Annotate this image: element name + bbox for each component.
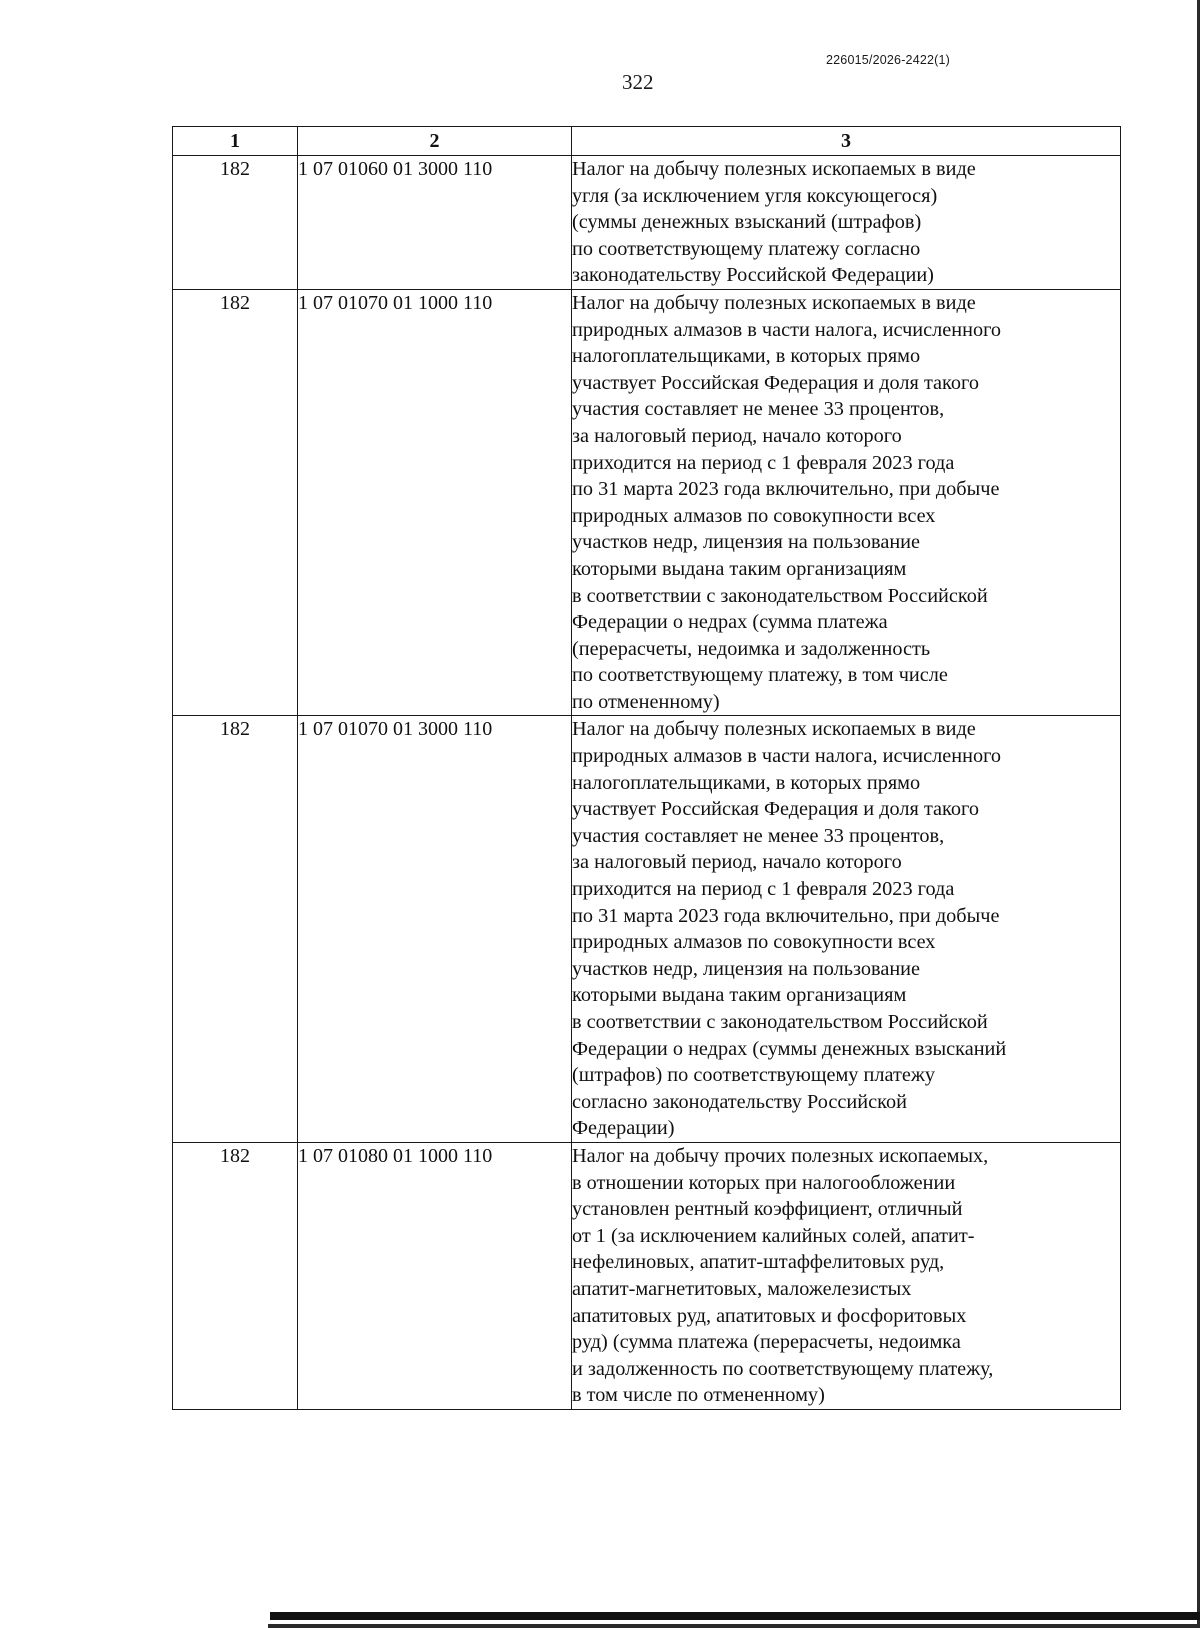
description-line: в соответствии с законодательством Российской <box>572 584 988 607</box>
description-line: участков недр, лицензия на пользование <box>572 957 921 980</box>
description-line: (штрафов) по соответствующему платежу <box>572 1064 935 1087</box>
description-line: за налоговый период, начало которого <box>572 851 902 874</box>
description-line: приходится на период с 1 февраля 2023 года <box>572 878 955 901</box>
description-line: участия составляет не менее 33 процентов, <box>572 824 945 847</box>
column-header: 1 <box>173 127 298 156</box>
table-header-row <box>173 127 1121 156</box>
budget-classification-code-cell: 1 07 01060 01 3000 110 <box>298 156 572 290</box>
administrator-code-cell: 182 <box>173 1142 298 1409</box>
description-line: согласно законодательству Российской <box>572 1090 907 1113</box>
administrator-code-cell: 182 <box>173 289 298 716</box>
administrator-code-cell: 182 <box>173 716 298 1143</box>
description-line: в отношении которых при налогообложении <box>572 1171 956 1194</box>
description-line: апатитовых руд, апатитовых и фосфоритовых <box>572 1304 967 1327</box>
description-line: участвует Российская Федерация и доля такого <box>572 371 979 394</box>
description-line: участия составляет не менее 33 процентов, <box>572 398 945 421</box>
description-line: налогоплательщиками, в которых прямо <box>572 345 921 368</box>
classification-table <box>172 126 1121 1410</box>
description-line: установлен рентный коэффициент, отличный <box>572 1198 963 1221</box>
description-line: за налоговый период, начало которого <box>572 424 902 447</box>
description-line: Федерации о недрах (сумма платежа <box>572 611 888 634</box>
table-row <box>173 289 1121 716</box>
description-line: руд) (сумма платежа (перерасчеты, недоимка <box>572 1331 961 1354</box>
table-row <box>173 1142 1121 1409</box>
description-cell <box>572 716 1121 1143</box>
description-line: которыми выдана таким организациям <box>572 557 907 580</box>
description-line: нефелиновых, апатит-штаффелитовых руд, <box>572 1251 945 1274</box>
description-line: по 31 марта 2023 года включительно, при добыче <box>572 904 1000 927</box>
description-line: которыми выдана таким организациям <box>572 984 907 1007</box>
scan-edge-bottom <box>270 1612 1200 1620</box>
description-line: природных алмазов в части налога, исчисленного <box>572 318 1002 341</box>
description-line: в соответствии с законодательством Российской <box>572 1011 988 1033</box>
description-line: (суммы денежных взысканий (штрафов) <box>572 211 922 234</box>
description-line: Налог на добычу полезных ископаемых в виде <box>572 718 976 741</box>
description-line: природных алмазов в части налога, исчисленного <box>572 745 1002 768</box>
description-line: (перерасчеты, недоимка и задолженность <box>572 637 931 660</box>
description-line: Федерации о недрах (суммы денежных взысканий <box>572 1037 1007 1060</box>
description-cell <box>572 156 1121 290</box>
administrator-code-cell: 182 <box>173 156 298 290</box>
description-line: налогоплательщиками, в которых прямо <box>572 771 921 794</box>
description-line: Федерации) <box>572 1117 675 1140</box>
table-row <box>173 716 1121 1143</box>
description-line: апатит-магнетитовых, маложелезистых <box>572 1277 912 1300</box>
description-line: Налог на добычу прочих полезных ископаемых, <box>572 1144 989 1167</box>
budget-classification-code-cell: 1 07 01080 01 1000 110 <box>298 1142 572 1409</box>
description-line: по отмененному) <box>572 690 720 713</box>
description-line: приходится на период с 1 февраля 2023 года <box>572 451 955 474</box>
description-line: по соответствующему платежу, в том числе <box>572 664 948 687</box>
description-line: законодательству Российской Федерации) <box>572 264 934 287</box>
table-row <box>173 156 1121 290</box>
description-line: в том числе по отмененному) <box>572 1384 825 1407</box>
description-line: природных алмазов по совокупности всех <box>572 504 936 527</box>
description-cell <box>572 289 1121 716</box>
description-line: участков недр, лицензия на пользование <box>572 531 921 554</box>
description-line: от 1 (за исключением калийных солей, апатит- <box>572 1224 975 1247</box>
description-line: по 31 марта 2023 года включительно, при добыче <box>572 478 1000 501</box>
description-line: Налог на добычу полезных ископаемых в виде <box>572 291 976 314</box>
description-cell <box>572 1142 1121 1409</box>
budget-classification-code-cell: 1 07 01070 01 1000 110 <box>298 289 572 716</box>
page-number: 322 <box>622 70 654 94</box>
scan-edge-bottom-lower <box>268 1624 1200 1628</box>
description-line: природных алмазов по совокупности всех <box>572 931 936 954</box>
description-line: и задолженность по соответствующему платежу, <box>572 1357 994 1380</box>
description-line: участвует Российская Федерация и доля такого <box>572 798 979 821</box>
description-line: угля (за исключением угля коксующегося) <box>572 184 938 207</box>
budget-classification-code-cell: 1 07 01070 01 3000 110 <box>298 716 572 1143</box>
column-header: 2 <box>298 127 572 156</box>
column-header: 3 <box>572 127 1121 156</box>
description-line: Налог на добычу полезных ископаемых в виде <box>572 158 976 180</box>
description-line: по соответствующему платежу согласно <box>572 237 921 260</box>
document-registration-number: 226015/2026-2422(1) <box>826 53 951 67</box>
